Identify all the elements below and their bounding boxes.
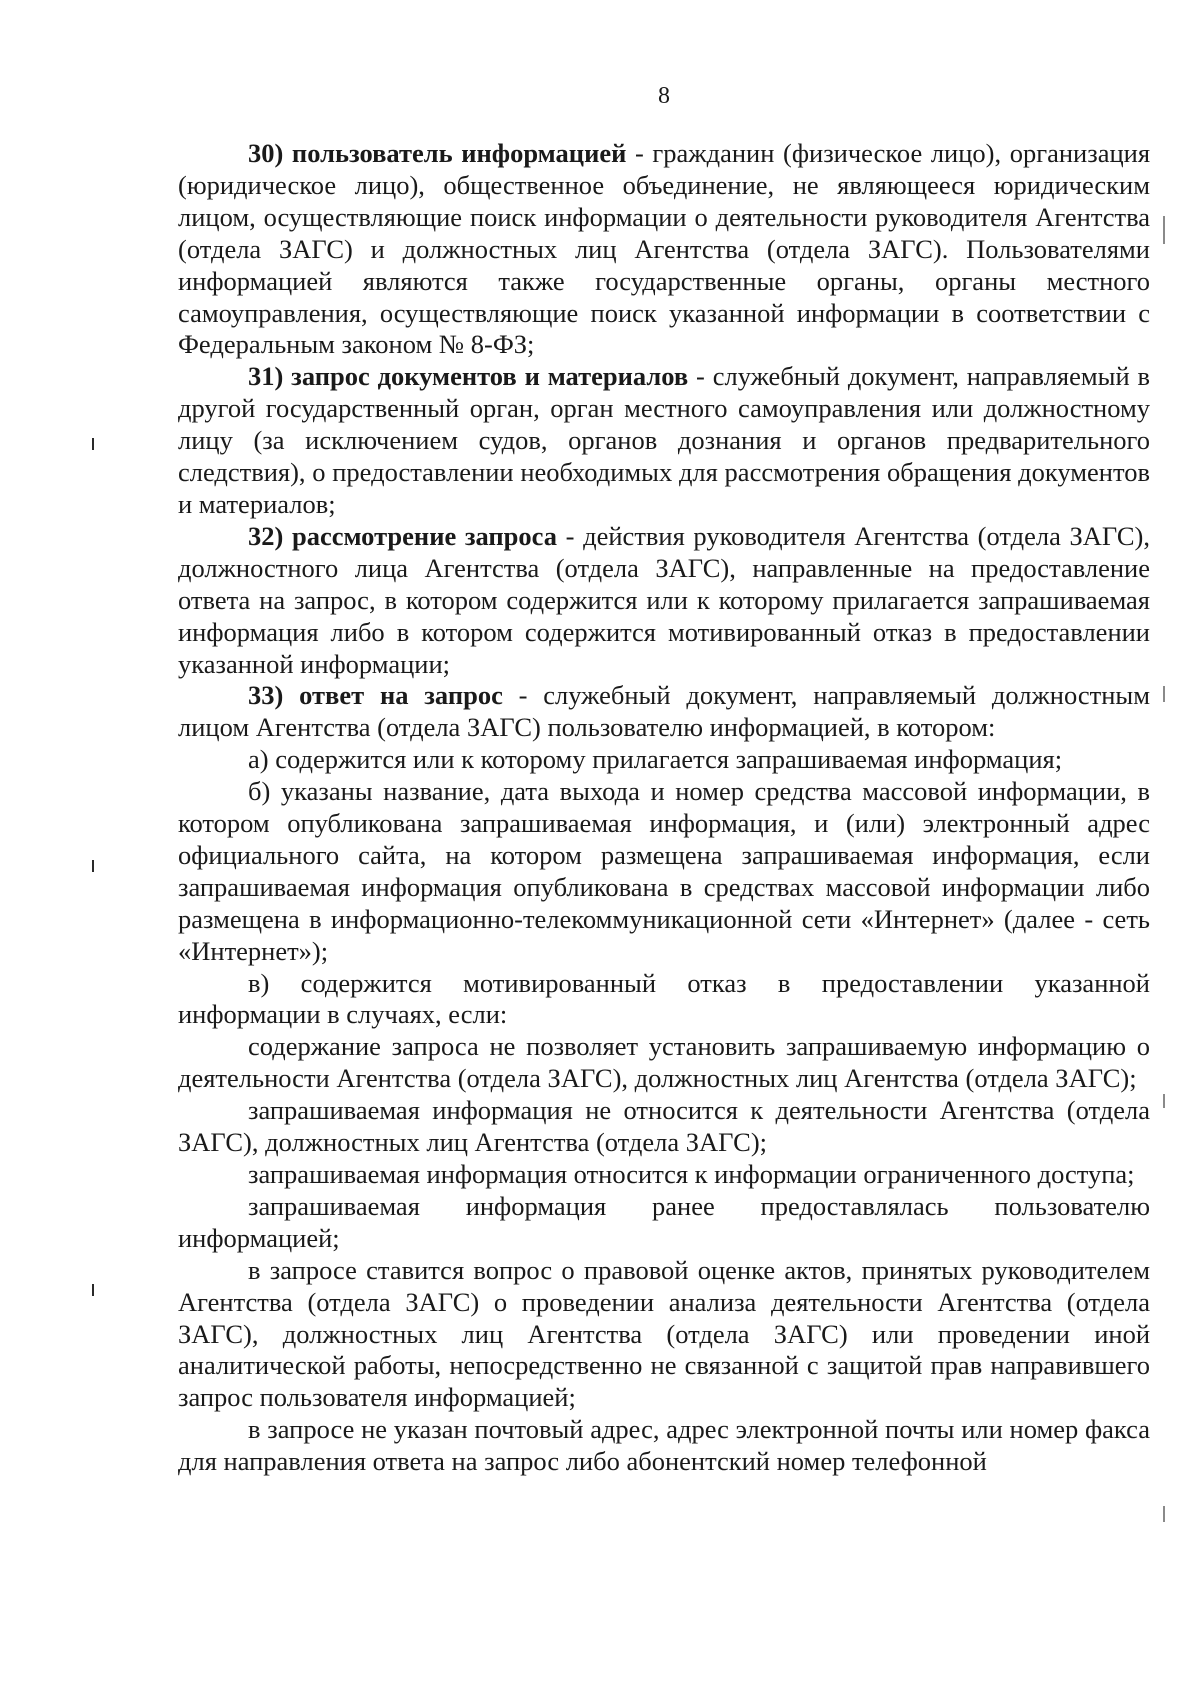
paragraph-item-a: а) содержится или к которому прилагается запрашиваемая информация; (248, 744, 1063, 775)
paragraph-refusal-case-1: содержание запроса не позволяет установить запрашиваемую информацию о деятельности Агентства (отдела ЗАГС), должностных лиц Агентства (отдела ЗАГС); (178, 1031, 1150, 1094)
paragraph-definition-30 (178, 138, 1150, 361)
paragraph-refusal-case-4: запрашиваемая информация ранее предоставлялась пользователю информацией; (178, 1190, 1150, 1253)
paragraph-refusal-case-2: запрашиваемая информация не относится к деятельности Агентства (отдела ЗАГС), должностных лиц Агентства (отдела ЗАГС); (178, 1095, 1150, 1158)
scan-margin-mark (92, 1284, 94, 1296)
paragraph-refusal-case-6: в запросе не указан почтовый адрес, адрес электронной почты или номер факса для направления ответа на запрос либо абонентский номер телефонной (178, 1414, 1150, 1477)
paragraph-text: - гражданин (физическое лицо), организация (юридическое лицо), общественное объединение, не являющееся юридическим лицом, осуществляющие поиск информации о деятельности руководителя Агентства (отдела ЗАГС) и должностных лиц Агентства (отдела ЗАГС). Пользователями информацией являются также государственные органы, органы местного самоуправления, осуществляющие поиск указанной информации в соответствии с Федеральным законом № 8-ФЗ; (178, 138, 1151, 360)
paragraph-text: - служебный документ, направляемый в другой государственный орган, орган местного самоуправления или должностному лицу (за исключением судов, органов дознания и органов предварительного следствия), о предоставлении необходимых для рассмотрения обращения документов и материалов; (178, 361, 1150, 519)
term-heading: 32) рассмотрение запроса (248, 520, 558, 551)
scan-margin-mark (92, 860, 94, 872)
paragraph-item-v: в) содержится мотивированный отказ в предоставлении указанной информации в случаях, если: (178, 967, 1150, 1030)
paragraph-refusal-case-3: запрашиваемая информация относится к информации ограниченного доступа; (248, 1159, 1135, 1189)
term-heading: 33) ответ на запрос (248, 680, 503, 711)
paragraph-item-b: б) указаны название, дата выхода и номер средства массовой информации, в котором опубликована запрашиваемая информация, и (или) электронный адрес официального сайта, на котором размещена запрашиваемая информация, если запрашиваемая информация опубликована в средствах массовой информации либо размещена в информационно-телекоммуникационной сети «Интернет» (далее - сеть «Интернет»); (178, 776, 1150, 966)
paragraph-definition-31 (178, 361, 1150, 521)
scan-margin-mark (92, 438, 94, 450)
scan-edge-mark (1163, 1094, 1165, 1108)
paragraph-refusal-case-5: в запросе ставится вопрос о правовой оценке актов, принятых руководителем Агентства (отдела ЗАГС) о проведении анализа деятельности Агентства (отдела ЗАГС), должностных лиц Агентства (отдела ЗАГС) или проведении иной аналитической работы, непосредственно не связанной с защитой прав направившего запрос пользователя информацией; (178, 1254, 1150, 1413)
term-heading: 31) запрос документов и материалов (248, 361, 689, 392)
document-body (178, 138, 1150, 1478)
paragraph-definition-33 (178, 680, 1150, 744)
scan-edge-mark (1163, 1506, 1165, 1522)
scan-edge-mark (1163, 216, 1165, 244)
paragraph-definition-32 (178, 521, 1150, 681)
paragraph-text: - служебный документ, направляемый должностным лицом Агентства (отдела ЗАГС) пользователю информацией, в котором: (178, 680, 1150, 743)
term-heading: 30) пользователь информацией (248, 138, 627, 168)
document-page (178, 0, 1150, 1682)
scan-edge-mark (1163, 686, 1165, 702)
paragraph-text: - действия руководителя Агентства (отдела ЗАГС), должностного лица Агентства (отдела ЗАГС), направленные на предоставление ответа на запрос, в котором содержится или к которому прилагается запрашиваемая информация либо в котором содержится мотивированный отказ в предоставлении указанной информации; (178, 520, 1150, 679)
page-number: 8 (658, 83, 670, 109)
